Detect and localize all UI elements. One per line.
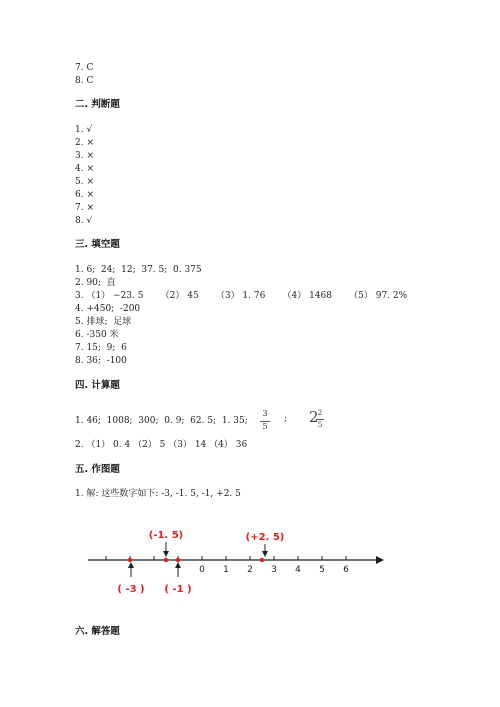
tick-label: 3 (271, 565, 277, 575)
judgment-item-4: 4. × (75, 164, 94, 174)
fill-blank-item-5: 5. 排球; 足球 (75, 317, 132, 327)
fill-blank-item-4: 4. +450; -200 (75, 304, 141, 314)
marked-point (176, 558, 180, 562)
mixed-number-denominator: 5 (317, 420, 323, 429)
section-heading-calc: 四. 计算题 (75, 380, 120, 391)
marked-point (128, 558, 132, 562)
arrowhead-neg-three (128, 562, 134, 568)
label-neg-three: ( -3 ) (117, 584, 145, 595)
fraction-numerator: 3 (262, 409, 268, 419)
section-heading-drawing: 五. 作图题 (75, 464, 120, 475)
arrowhead-neg-one (175, 562, 181, 568)
mixed-number-whole: 2 (309, 408, 319, 426)
judgment-item-1: 1. √ (75, 125, 93, 135)
judgment-item-2: 2. × (75, 138, 94, 148)
label-neg-one: ( -1 ) (164, 584, 192, 595)
tick-label: 2 (247, 565, 253, 575)
judgment-item-7: 7. × (75, 203, 94, 213)
tick-label: 6 (343, 565, 349, 575)
top-answer-8: 8. C (75, 76, 94, 86)
tick-label: 4 (295, 565, 301, 575)
tick-label: 1 (223, 565, 229, 575)
judgment-item-3: 3. × (75, 151, 94, 161)
tick-label: 5 (319, 565, 325, 575)
fill-blank-item-2: 2. 90; 直 (75, 278, 116, 288)
fill-blank-item-3: 3. （1） −23. 5 （2） 45 （3） 1. 76 （4） 1468 （5） 97. 2% (75, 291, 408, 301)
calc-line-1: 1. 46; 1008; 300; 0. 9; 62. 5; 1. 35; (75, 416, 248, 426)
arrowhead-neg-one-five (163, 551, 169, 557)
number-line-arrow (376, 556, 384, 564)
fill-blank-item-7: 7. 15; 9; 6 (75, 343, 127, 353)
tick-label: 0 (199, 565, 205, 575)
judgment-item-8: 8. √ (75, 216, 93, 226)
section-heading-answers: 六. 解答题 (75, 626, 120, 637)
fill-blank-item-1: 1. 6; 24; 12; 37. 5; 0. 375 (75, 265, 202, 275)
label-pos-two-five: (+2. 5) (245, 532, 285, 543)
top-answer-7: 7. C (75, 63, 94, 73)
fill-blank-item-8: 8. 36; -100 (75, 356, 127, 366)
marked-point (260, 558, 264, 562)
section-heading-judgment: 二. 判断题 (75, 99, 120, 110)
fraction-denominator: 5 (262, 422, 268, 432)
label-neg-one-five: (-1. 5) (148, 530, 184, 541)
judgment-item-5: 5. × (75, 177, 94, 187)
judgment-item-6: 6. × (75, 190, 94, 200)
mixed-number-numerator: 2 (317, 408, 323, 417)
drawing-line-1: 1. 解: 这些数字如下: -3, -1. 5, -1, +2. 5 (75, 489, 241, 499)
answer-separator: ; (284, 414, 288, 424)
section-heading-fill-blank: 三. 填空题 (75, 239, 120, 250)
marked-point (164, 558, 168, 562)
calc-line-2: 2. （1） 0. 4 （2） 5 （3） 14 （4） 36 (75, 440, 248, 450)
fill-blank-item-6: 6. -350 米 (75, 330, 119, 340)
arrowhead-pos-two-five (262, 551, 268, 557)
